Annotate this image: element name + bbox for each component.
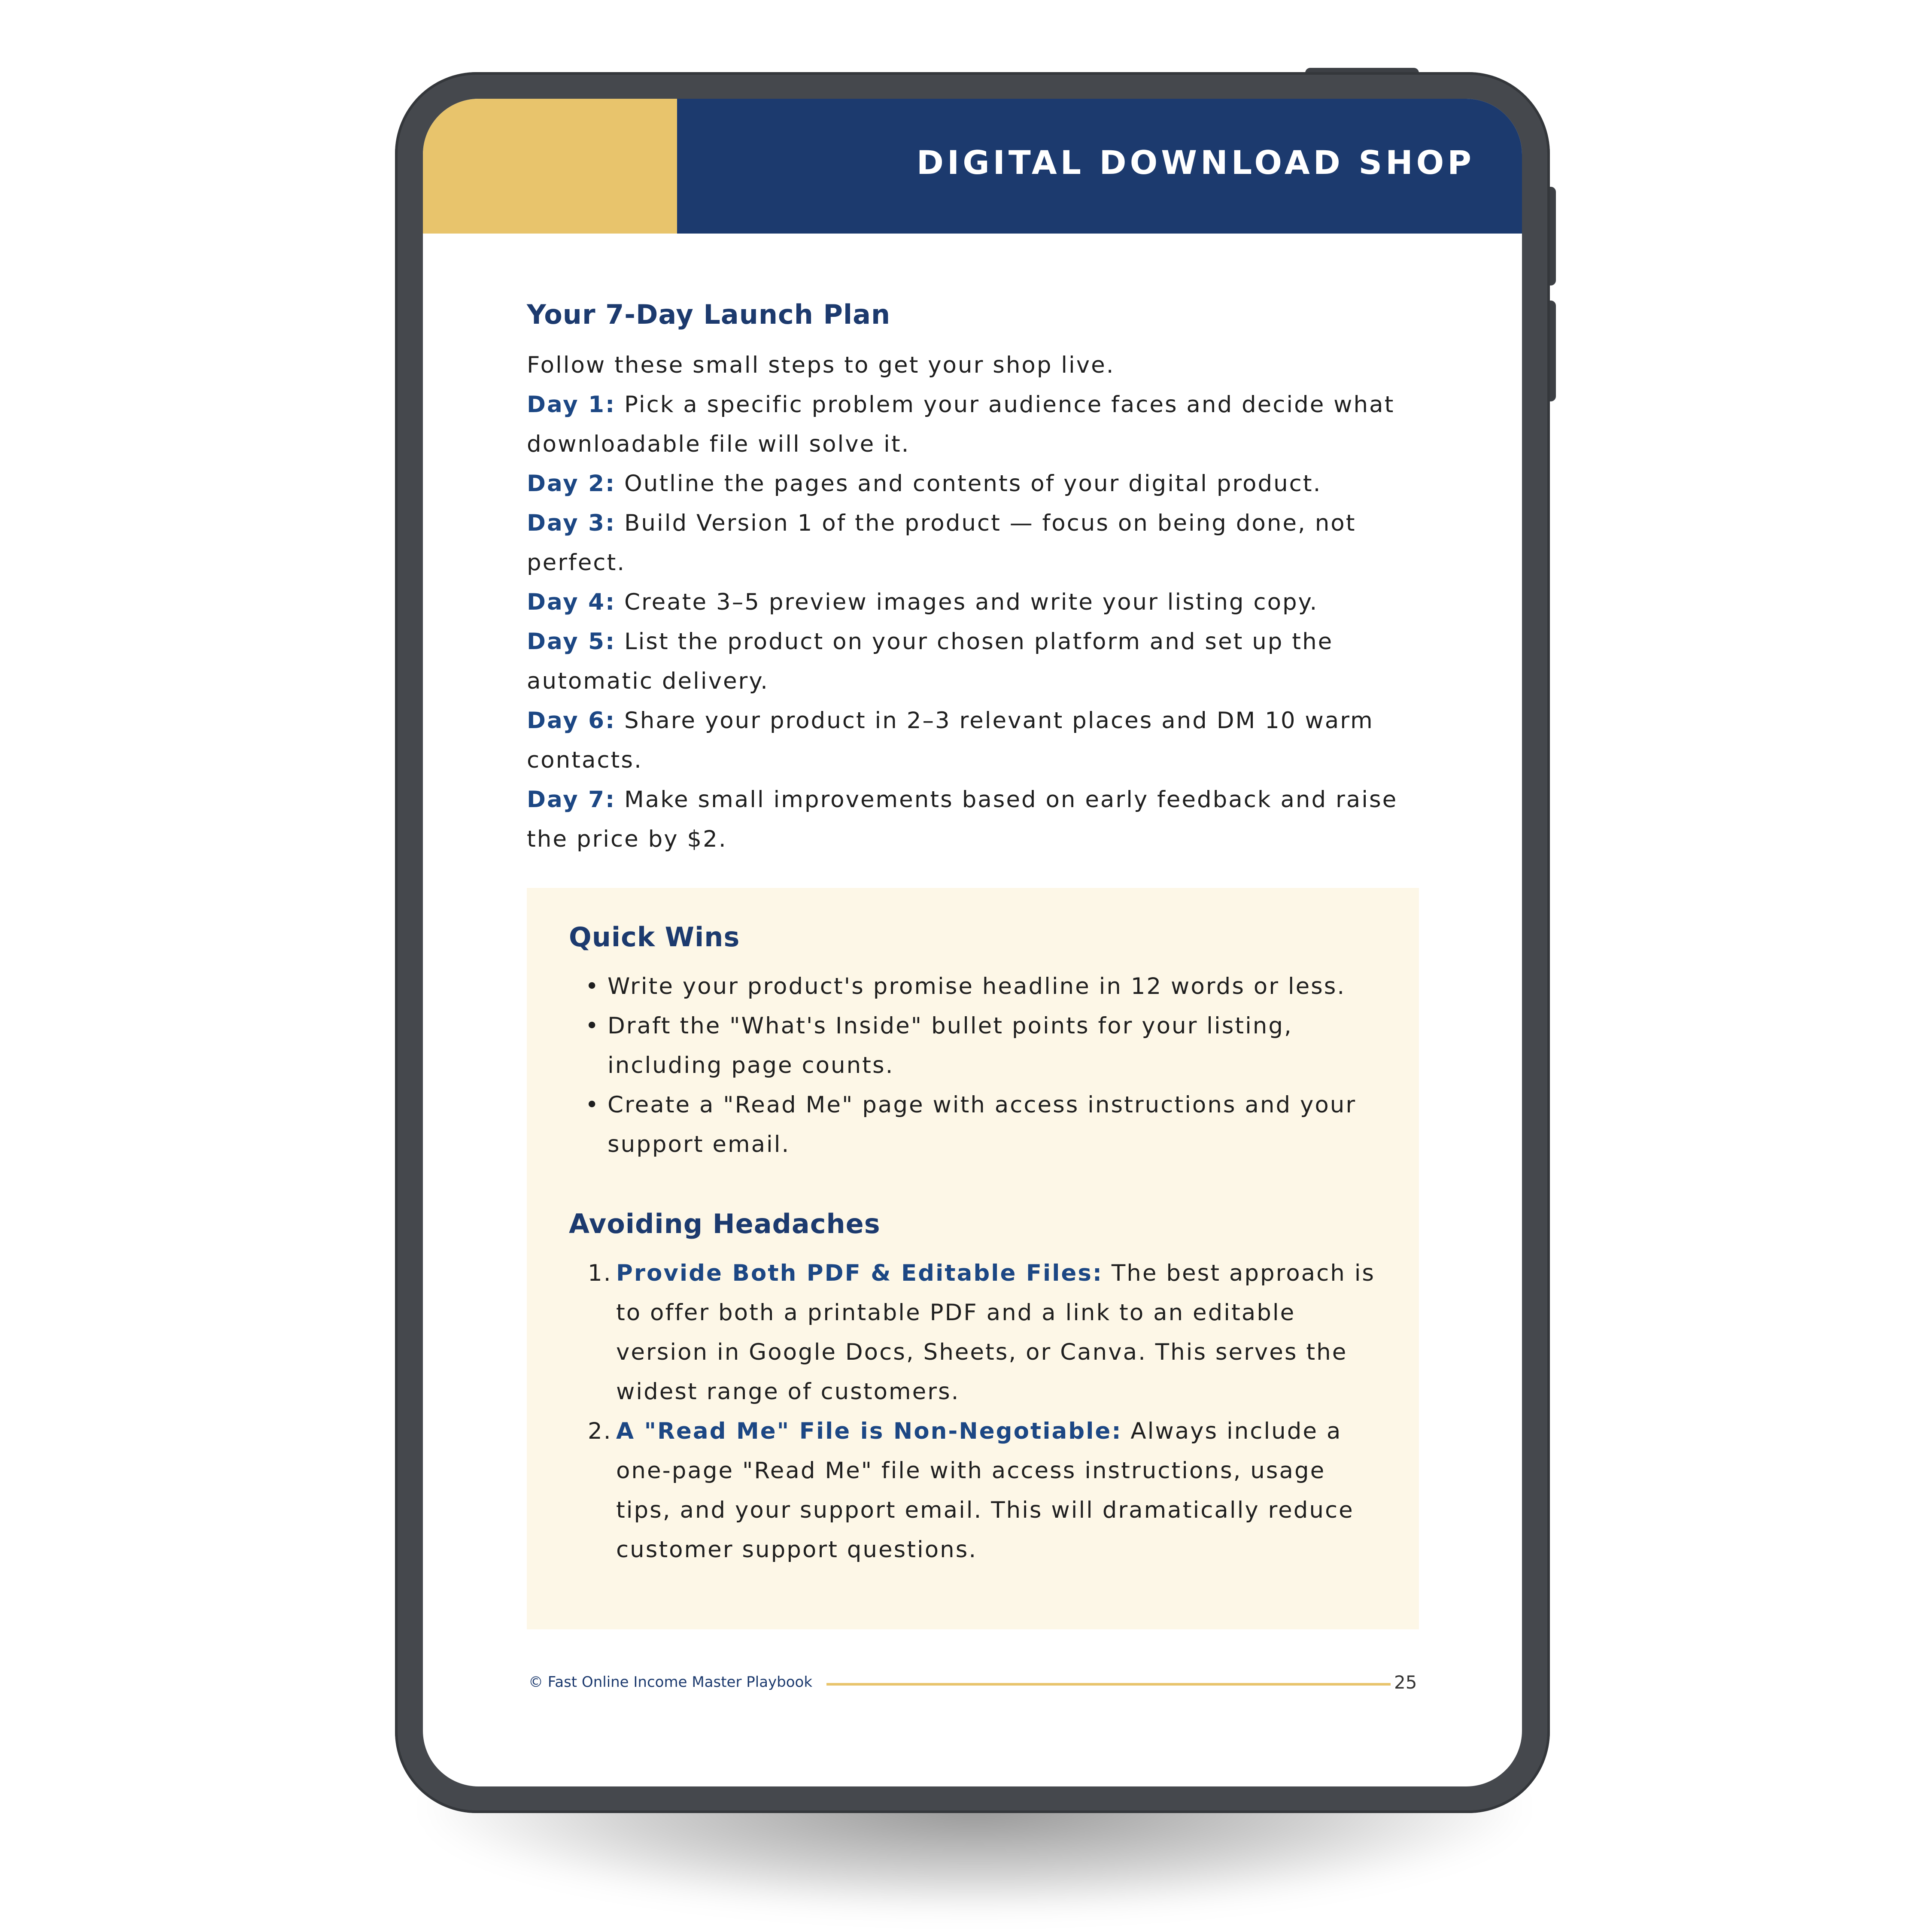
- day-label: Day 6:: [527, 708, 616, 734]
- list-item: [568, 1085, 1384, 1164]
- bullet-icon: •: [585, 1092, 600, 1118]
- list-item: [568, 1412, 1384, 1570]
- day-text: Pick a specific problem your audience faces and decide what downloadable file will solve it.: [527, 392, 1395, 457]
- launch-plan-body: [527, 346, 1437, 859]
- page-number: 25: [1394, 1672, 1417, 1693]
- bullet-icon: •: [585, 973, 600, 999]
- list-item-label: Provide Both PDF & Editable Files:: [616, 1260, 1103, 1286]
- list-number: 1.: [588, 1260, 612, 1286]
- day-item: [527, 583, 1437, 622]
- header-accent-block: [423, 99, 677, 234]
- list-item-text: The best approach is to offer both a printable PDF and a link to an editable version in Google Docs, Sheets, or Canva. This serves the widest range of customers.: [616, 1260, 1376, 1405]
- day-text: Make small improvements based on early feedback and raise the price by $2.: [527, 787, 1398, 852]
- day-item: [527, 622, 1437, 701]
- day-text: List the product on your chosen platform and set up the automatic delivery.: [527, 629, 1334, 694]
- tips-callout-box: [527, 888, 1419, 1629]
- day-item: [527, 701, 1437, 780]
- day-label: Day 5:: [527, 629, 616, 655]
- day-text: Create 3–5 preview images and write your listing copy.: [616, 589, 1318, 615]
- list-item: [568, 967, 1384, 1006]
- day-text: Share your product in 2–3 relevant places and DM 10 warm contacts.: [527, 708, 1374, 773]
- list-item-text: Draft the "What's Inside" bullet points for your listing, including page counts.: [608, 1013, 1293, 1078]
- day-label: Day 7:: [527, 787, 616, 813]
- tablet-frame: [395, 72, 1550, 1813]
- quick-wins-heading: Quick Wins: [569, 921, 740, 953]
- day-item: [527, 385, 1437, 464]
- header-banner: [677, 99, 1522, 234]
- bullet-icon: •: [585, 1013, 600, 1039]
- footer-copyright: © Fast Online Income Master Playbook: [529, 1674, 813, 1691]
- launch-plan-intro: Follow these small steps to get your shop live.: [527, 352, 1115, 378]
- list-item: [568, 1254, 1384, 1412]
- list-number: 2.: [588, 1418, 612, 1444]
- list-item-text: Write your product's promise headline in 12 words or less.: [608, 973, 1346, 999]
- day-label: Day 3:: [527, 510, 616, 536]
- day-label: Day 4:: [527, 589, 616, 615]
- list-item-text: Create a "Read Me" page with access instructions and your support email.: [608, 1092, 1357, 1157]
- list-item: [568, 1006, 1384, 1085]
- avoiding-headaches-heading: Avoiding Headaches: [569, 1208, 881, 1239]
- day-label: Day 2:: [527, 471, 616, 497]
- launch-plan-heading: Your 7-Day Launch Plan: [527, 299, 891, 330]
- footer-divider: [826, 1683, 1391, 1686]
- avoiding-headaches-list: [568, 1254, 1384, 1570]
- list-item-label: A "Read Me" File is Non-Negotiable:: [616, 1418, 1122, 1444]
- day-text: Outline the pages and contents of your digital product.: [616, 471, 1322, 497]
- day-item: [527, 504, 1437, 583]
- list-item-text: Always include a one-page "Read Me" file with access instructions, usage tips, and your support email. This will dramatically reduce customer support questions.: [616, 1418, 1354, 1563]
- day-item: [527, 464, 1437, 504]
- quick-wins-list: [568, 967, 1384, 1164]
- day-text: Build Version 1 of the product — focus on being done, not perfect.: [527, 510, 1356, 576]
- day-item: [527, 780, 1437, 859]
- day-label: Day 1:: [527, 392, 616, 418]
- page-title: DIGITAL DOWNLOAD SHOP: [916, 143, 1475, 182]
- tablet-screen: [423, 99, 1522, 1786]
